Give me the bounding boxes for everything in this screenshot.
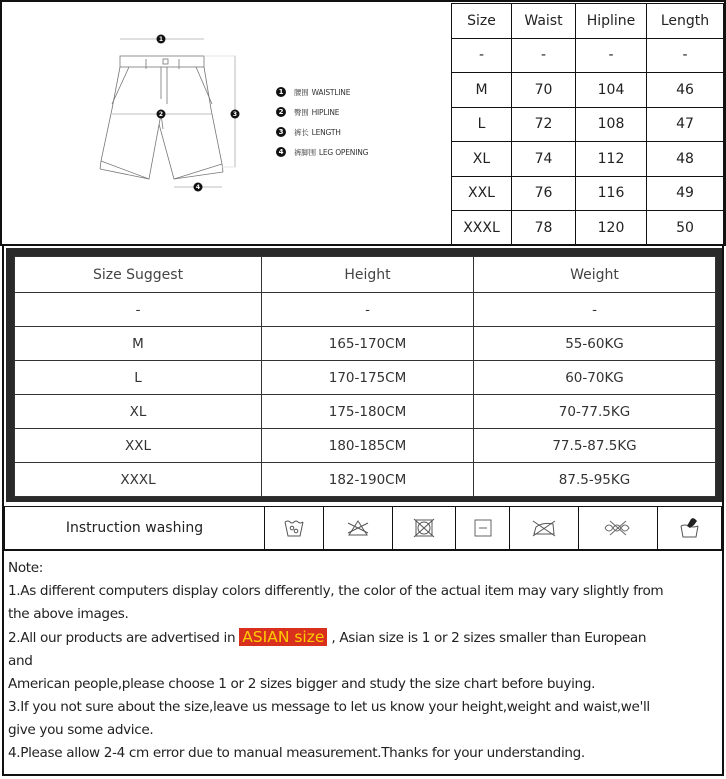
table-row: M 165-170CM 55-60KG [15, 327, 716, 361]
header-weight: Weight [474, 257, 716, 293]
svg-text:1: 1 [158, 36, 164, 44]
size-suggest-section [2, 246, 724, 506]
table-row: XL 74 112 48 [452, 142, 724, 177]
legend-leg-opening: 4 裤脚围 LEG OPENING [276, 142, 368, 162]
header-height: Height [262, 257, 474, 293]
notes-title: Note: [8, 560, 44, 576]
shorts-diagram [4, 4, 448, 244]
measurement-section [0, 0, 726, 246]
note-2-continued: and [8, 653, 33, 669]
asian-size-highlight: ASIAN size [239, 628, 327, 646]
table-header-row [15, 257, 716, 293]
do-not-bleach-icon [323, 507, 392, 550]
legend-hipline: 2 臀围 HIPLINE [276, 102, 368, 122]
table-row: - - - [15, 293, 716, 327]
table-row: L 72 108 47 [452, 107, 724, 142]
note-3-continued: give you some advice. [8, 722, 154, 738]
hand-wash-icon [658, 507, 722, 550]
note-2: 2.All our products are advertised in ASIAN size , Asian size is 1 or 2 sizes smaller than European [8, 628, 647, 646]
header-size-suggest: Size Suggest [15, 257, 262, 293]
dry-flat-icon [456, 507, 510, 550]
marker-2-icon: 2 [276, 107, 286, 117]
table-row: XL 175-180CM 70-77.5KG [15, 395, 716, 429]
table-row: M 70 104 46 [452, 73, 724, 108]
header-waist: Waist [512, 4, 576, 39]
table-header-row [452, 4, 724, 39]
washing-table [4, 506, 722, 550]
svg-text:3: 3 [232, 111, 238, 119]
size-chart-table [451, 3, 724, 246]
marker-3-icon: 3 [276, 127, 286, 137]
do-not-wring-icon [578, 507, 657, 550]
svg-text:2: 2 [158, 111, 164, 119]
marker-4-icon: 4 [276, 147, 286, 157]
note-1-continued: the above images. [8, 606, 129, 622]
header-size: Size [452, 4, 512, 39]
table-row: XXL 76 116 49 [452, 176, 724, 211]
wash-30-icon [265, 507, 324, 550]
header-length: Length [647, 4, 724, 39]
note-1: 1.As different computers display colors differently, the color of the actual item may vary slightly from [8, 583, 664, 599]
legend-waistline: 1 腰围 WAISTLINE [276, 82, 368, 102]
header-hipline: Hipline [576, 4, 647, 39]
legend-length: 3 裤长 LENGTH [276, 122, 368, 142]
table-row: - - - - [452, 38, 724, 73]
size-suggest-frame [6, 248, 722, 502]
marker-1-icon: 1 [276, 87, 286, 97]
notes-section [2, 550, 724, 776]
table-row: XXL 180-185CM 77.5-87.5KG [15, 429, 716, 463]
washing-label: Instruction washing [5, 507, 265, 550]
washing-section [2, 506, 724, 551]
table-row: XXXL 78 120 50 [452, 211, 724, 246]
do-not-iron-icon [510, 507, 579, 550]
note-2-continued-2: American people,please choose 1 or 2 sizes bigger and study the size chart before buying. [8, 676, 596, 692]
svg-text:4: 4 [195, 184, 201, 192]
note-3: 3.If you not sure about the size,leave us message to let us know your height,weight and waist,we'll [8, 699, 650, 715]
table-row: XXXL 182-190CM 87.5-95KG [15, 463, 716, 497]
table-row: L 170-175CM 60-70KG [15, 361, 716, 395]
shorts-outline-icon [4, 4, 264, 224]
note-4: 4.Please allow 2-4 cm error due to manual measurement.Thanks for your understanding. [8, 745, 585, 761]
size-suggest-table [14, 256, 716, 497]
measurement-legend [276, 82, 368, 162]
do-not-tumble-dry-icon [392, 507, 456, 550]
